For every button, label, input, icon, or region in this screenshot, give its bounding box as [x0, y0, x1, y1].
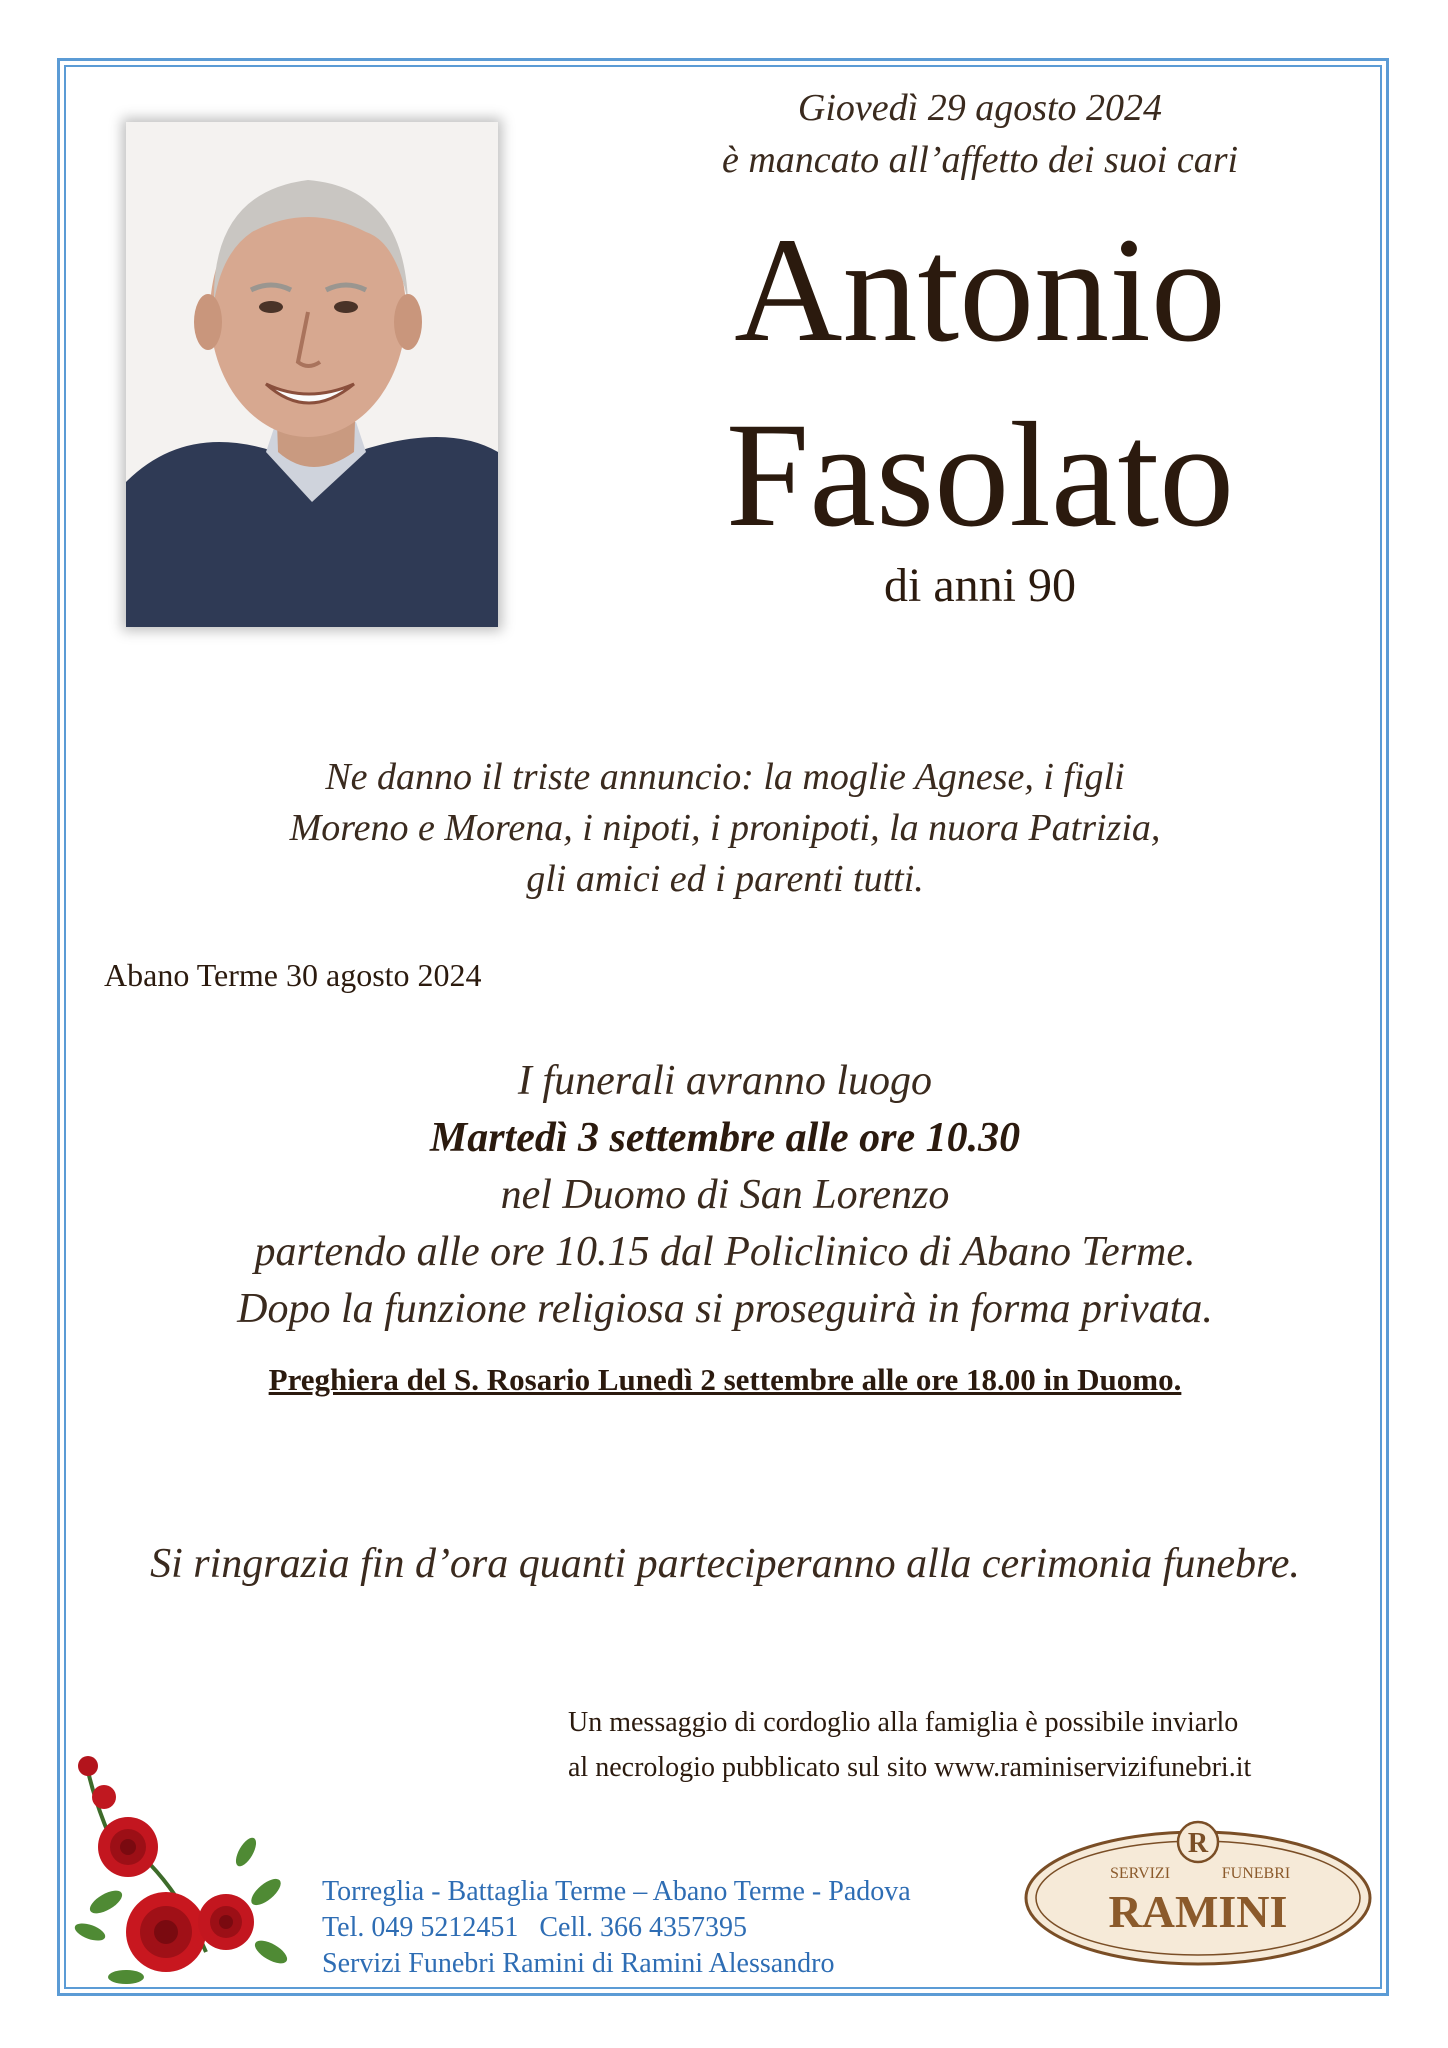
portrait-photo: [126, 122, 498, 627]
funeral-line: I funerali avranno luogo: [517, 1058, 933, 1104]
death-date: Giovedì 29 agosto 2024: [797, 87, 1163, 129]
announcement-line: Moreno e Morena, i nipoti, i pronipoti, la nuora Patrizia,: [289, 807, 1161, 849]
age: di anni 90: [884, 559, 1076, 612]
phone-numbers: Tel. 049 5212451 Cell. 366 4357395: [322, 1912, 748, 1943]
funeral-line: nel Duomo di San Lorenzo: [500, 1172, 950, 1218]
condolence-info: [568, 1700, 1251, 1790]
funeral-line: Dopo la funzione religiosa si proseguirà in forma privata.: [237, 1286, 1213, 1332]
thanks-line: Si ringrazia fin d’ora quanti parteciperanno alla cerimonia funebre.: [150, 1541, 1300, 1587]
first-name: Antonio: [734, 207, 1226, 373]
company-name: Servizi Funebri Ramini di Ramini Alessandro: [322, 1948, 835, 1979]
announcement-line: gli amici ed i parenti tutti.: [526, 858, 924, 900]
subtitle: è mancato all’affetto dei suoi cari: [721, 139, 1239, 181]
last-name: Fasolato: [725, 392, 1235, 558]
place-date: Abano Terme 30 agosto 2024: [104, 957, 482, 993]
date-line: [650, 82, 1310, 186]
announcement-line: Ne danno il triste annuncio: la moglie Agnese, i figli: [325, 756, 1125, 798]
ramini-logo: [1020, 1812, 1376, 1970]
logo-top-left: SERVIZI: [1109, 1865, 1171, 1882]
logo-monogram: R: [1187, 1828, 1209, 1859]
logo-name: RAMINI: [1108, 1886, 1288, 1937]
funeral-info: [150, 1053, 1300, 1338]
contact-block: [322, 1874, 911, 1982]
rosary-notice: Preghiera del S. Rosario Lunedì 2 settembre alle ore 18.00 in Duomo.: [268, 1362, 1182, 1397]
red-roses-icon: [66, 1752, 298, 1988]
condolence-line: Un messaggio di cordoglio alla famiglia è possibile inviarlo: [568, 1707, 1239, 1738]
funeral-datetime: Martedì 3 settembre alle ore 10.30: [429, 1115, 1021, 1161]
locations: Torreglia - Battaglia Terme – Abano Terme - Padova: [322, 1876, 911, 1907]
logo-top-right: FUNEBRI: [1221, 1865, 1291, 1882]
announcement: [180, 752, 1270, 905]
condolence-line: al necrologio pubblicato sul sito www.raminiservizifunebri.it: [568, 1752, 1252, 1783]
funeral-line: partendo alle ore 10.15 dal Policlinico di Abano Terme.: [254, 1229, 1196, 1275]
